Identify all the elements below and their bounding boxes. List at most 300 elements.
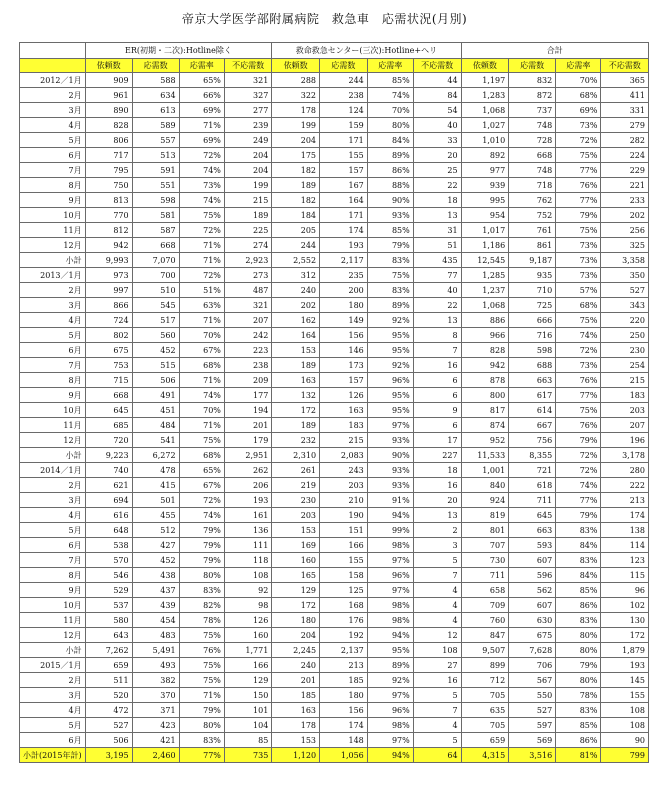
table-row (20, 478, 649, 493)
table-cell: 506 (85, 733, 132, 748)
table-cell: 33 (413, 133, 461, 148)
table-cell: 80% (556, 643, 601, 658)
table-cell: 153 (272, 523, 320, 538)
table-cell: 2,552 (272, 253, 320, 268)
table-cell: 8,355 (509, 448, 556, 463)
table-cell: 77% (556, 193, 601, 208)
row-label: 5月 (20, 523, 86, 538)
table-cell: 580 (85, 613, 132, 628)
table-row (20, 193, 649, 208)
table-cell: 180 (320, 298, 368, 313)
table-cell: 189 (272, 418, 320, 433)
table-cell: 452 (132, 343, 179, 358)
table-cell: 312 (272, 268, 320, 283)
table-cell: 114 (601, 538, 649, 553)
table-cell: 221 (601, 178, 649, 193)
table-cell: 80% (179, 718, 224, 733)
table-cell: 163 (272, 703, 320, 718)
table-cell: 724 (85, 313, 132, 328)
table-cell: 92% (367, 673, 413, 688)
table-row (20, 298, 649, 313)
table-row (20, 658, 649, 673)
table-cell: 735 (224, 748, 271, 763)
table-cell: 189 (224, 208, 271, 223)
table-cell: 694 (85, 493, 132, 508)
table-cell: 92% (367, 358, 413, 373)
table-cell: 685 (85, 418, 132, 433)
table-cell: 73% (556, 268, 601, 283)
table-cell: 44 (413, 73, 461, 88)
table-cell: 91% (367, 493, 413, 508)
table-cell: 710 (509, 283, 556, 298)
table-cell: 65% (179, 463, 224, 478)
table-cell: 235 (320, 268, 368, 283)
table-cell: 178 (272, 103, 320, 118)
table-cell: 76% (556, 178, 601, 193)
row-label: 小計 (20, 253, 86, 268)
table-cell: 427 (132, 538, 179, 553)
table-cell: 79% (556, 508, 601, 523)
table-cell: 97% (367, 733, 413, 748)
group-header-er: ER(初期・二次):Hotline除く (85, 43, 272, 59)
table-cell: 705 (461, 718, 509, 733)
table-cell: 90% (367, 193, 413, 208)
table-cell: 209 (224, 373, 271, 388)
row-label: 5月 (20, 133, 86, 148)
table-cell: 183 (320, 418, 368, 433)
column-header: 不応需数 (601, 59, 649, 73)
table-row (20, 178, 649, 193)
table-cell: 73% (556, 118, 601, 133)
table-cell: 108 (601, 718, 649, 733)
table-cell: 84% (556, 538, 601, 553)
table-cell: 70% (179, 328, 224, 343)
row-label: 9月 (20, 388, 86, 403)
table-cell: 136 (224, 523, 271, 538)
table-cell: 76% (556, 373, 601, 388)
table-cell: 79% (179, 553, 224, 568)
table-cell: 1,771 (224, 643, 271, 658)
table-cell: 238 (224, 358, 271, 373)
table-cell: 98 (224, 598, 271, 613)
table-cell: 194 (224, 403, 271, 418)
table-cell: 16 (413, 673, 461, 688)
table-cell: 9,507 (461, 643, 509, 658)
row-label: 2月 (20, 478, 86, 493)
table-cell: 635 (461, 703, 509, 718)
table-cell: 1,027 (461, 118, 509, 133)
row-label: 8月 (20, 373, 86, 388)
table-cell: 222 (601, 478, 649, 493)
table-cell: 659 (85, 658, 132, 673)
table-row (20, 208, 649, 223)
table-cell: 491 (132, 388, 179, 403)
table-cell: 72% (556, 133, 601, 148)
table-cell: 72% (179, 493, 224, 508)
table-cell: 1,068 (461, 103, 509, 118)
table-cell: 173 (320, 358, 368, 373)
table-cell: 892 (461, 148, 509, 163)
table-cell: 244 (320, 73, 368, 88)
table-cell: 31 (413, 223, 461, 238)
table-cell: 668 (509, 148, 556, 163)
table-cell: 146 (320, 343, 368, 358)
column-header: 依頼数 (461, 59, 509, 73)
subtotal-row (20, 448, 649, 463)
table-row (20, 313, 649, 328)
table-cell: 203 (272, 508, 320, 523)
table-row (20, 163, 649, 178)
table-cell: 73% (556, 238, 601, 253)
table-cell: 382 (132, 673, 179, 688)
table-cell: 151 (320, 523, 368, 538)
group-header-total: 合計 (461, 43, 648, 59)
table-cell: 126 (224, 613, 271, 628)
table-cell: 79% (556, 658, 601, 673)
table-cell: 177 (224, 388, 271, 403)
table-cell: 365 (601, 73, 649, 88)
table-row (20, 688, 649, 703)
table-cell: 6 (413, 373, 461, 388)
table-row (20, 343, 649, 358)
table-cell: 51 (413, 238, 461, 253)
table-cell: 630 (509, 613, 556, 628)
row-label: 8月 (20, 178, 86, 193)
table-cell: 1,001 (461, 463, 509, 478)
table-cell: 591 (132, 163, 179, 178)
table-cell: 160 (224, 628, 271, 643)
table-cell: 238 (320, 88, 368, 103)
table-cell: 520 (85, 688, 132, 703)
table-cell: 239 (224, 118, 271, 133)
table-row (20, 433, 649, 448)
table-cell: 587 (132, 223, 179, 238)
table-cell: 83% (556, 703, 601, 718)
table-cell: 437 (132, 583, 179, 598)
row-label: 6月 (20, 343, 86, 358)
table-cell: 262 (224, 463, 271, 478)
table-cell: 645 (509, 508, 556, 523)
table-cell: 98% (367, 598, 413, 613)
table-cell: 343 (601, 298, 649, 313)
table-cell: 83% (179, 733, 224, 748)
table-cell: 675 (509, 628, 556, 643)
table-row (20, 613, 649, 628)
table-cell: 68% (179, 358, 224, 373)
table-cell: 12,545 (461, 253, 509, 268)
table-cell: 567 (509, 673, 556, 688)
table-cell: 720 (85, 433, 132, 448)
table-cell: 538 (85, 538, 132, 553)
table-cell: 171 (320, 133, 368, 148)
table-cell: 83% (367, 253, 413, 268)
table-cell: 155 (320, 148, 368, 163)
table-cell: 2,951 (224, 448, 271, 463)
table-cell: 952 (461, 433, 509, 448)
row-label: 6月 (20, 733, 86, 748)
table-cell: 435 (413, 253, 461, 268)
table-cell: 79% (367, 238, 413, 253)
table-cell: 180 (320, 688, 368, 703)
table-cell: 145 (601, 673, 649, 688)
row-label: 12月 (20, 238, 86, 253)
table-row (20, 718, 649, 733)
table-cell: 85% (556, 583, 601, 598)
table-cell: 511 (85, 673, 132, 688)
table-cell: 204 (224, 163, 271, 178)
response-status-table (19, 42, 649, 763)
table-cell: 97% (367, 553, 413, 568)
table-cell: 69% (179, 103, 224, 118)
row-label: 小計 (20, 643, 86, 658)
corner-cell (20, 43, 86, 59)
table-cell: 240 (272, 283, 320, 298)
table-cell: 148 (320, 733, 368, 748)
table-cell: 370 (132, 688, 179, 703)
table-cell: 90% (367, 448, 413, 463)
table-cell: 546 (85, 568, 132, 583)
table-cell: 668 (85, 388, 132, 403)
table-cell: 98% (367, 613, 413, 628)
table-cell: 666 (509, 313, 556, 328)
table-cell: 322 (272, 88, 320, 103)
column-header: 応需数 (320, 59, 368, 73)
final-total-row (20, 748, 649, 763)
table-cell: 71% (179, 688, 224, 703)
table-cell: 753 (85, 358, 132, 373)
table-cell: 78% (556, 688, 601, 703)
column-header: 不応需数 (224, 59, 271, 73)
table-cell: 159 (320, 118, 368, 133)
table-cell: 617 (509, 388, 556, 403)
table-cell: 163 (320, 403, 368, 418)
row-label: 3月 (20, 298, 86, 313)
table-cell: 872 (509, 88, 556, 103)
table-cell: 174 (601, 508, 649, 523)
table-cell: 224 (601, 148, 649, 163)
table-cell: 3,516 (509, 748, 556, 763)
table-cell: 153 (272, 343, 320, 358)
table-cell: 89% (367, 298, 413, 313)
row-label: 9月 (20, 583, 86, 598)
table-cell: 2,460 (132, 748, 179, 763)
table-cell: 40 (413, 283, 461, 298)
row-label: 4月 (20, 313, 86, 328)
table-cell: 2,310 (272, 448, 320, 463)
table-cell: 9,223 (85, 448, 132, 463)
table-cell: 69% (556, 103, 601, 118)
table-cell: 230 (601, 343, 649, 358)
row-label: 12月 (20, 433, 86, 448)
table-cell: 562 (509, 583, 556, 598)
table-cell: 557 (132, 133, 179, 148)
column-header: 依頼数 (272, 59, 320, 73)
table-cell: 752 (509, 208, 556, 223)
table-cell: 331 (601, 103, 649, 118)
table-cell: 545 (132, 298, 179, 313)
table-cell: 167 (320, 178, 368, 193)
table-cell: 659 (461, 733, 509, 748)
table-cell: 75% (179, 433, 224, 448)
table-cell: 80% (556, 673, 601, 688)
table-cell: 819 (461, 508, 509, 523)
table-cell: 663 (509, 373, 556, 388)
table-cell: 350 (601, 268, 649, 283)
table-cell: 250 (601, 328, 649, 343)
column-header: 応需数 (509, 59, 556, 73)
table-cell: 1,010 (461, 133, 509, 148)
row-label: 小計(2015年計) (20, 748, 86, 763)
column-header-row (20, 59, 649, 73)
table-cell: 288 (272, 73, 320, 88)
row-label: 6月 (20, 538, 86, 553)
table-cell: 924 (461, 493, 509, 508)
table-cell: 94% (367, 748, 413, 763)
table-cell: 874 (461, 418, 509, 433)
table-cell: 18 (413, 193, 461, 208)
table-cell: 115 (601, 568, 649, 583)
table-cell: 325 (601, 238, 649, 253)
table-cell: 210 (320, 493, 368, 508)
row-label: 11月 (20, 613, 86, 628)
table-cell: 760 (461, 613, 509, 628)
table-cell: 158 (320, 568, 368, 583)
table-cell: 79% (556, 208, 601, 223)
table-cell: 607 (509, 598, 556, 613)
table-cell: 4,315 (461, 748, 509, 763)
table-cell: 77% (556, 493, 601, 508)
table-cell: 94% (367, 628, 413, 643)
table-cell: 618 (509, 478, 556, 493)
table-cell: 213 (320, 658, 368, 673)
table-row (20, 553, 649, 568)
table-cell: 25 (413, 163, 461, 178)
table-cell: 172 (272, 598, 320, 613)
table-cell: 164 (272, 328, 320, 343)
table-cell: 94% (367, 508, 413, 523)
table-cell: 613 (132, 103, 179, 118)
table-cell: 551 (132, 178, 179, 193)
table-cell: 85% (367, 73, 413, 88)
table-row (20, 508, 649, 523)
table-row (20, 568, 649, 583)
table-cell: 527 (85, 718, 132, 733)
table-cell: 707 (461, 538, 509, 553)
table-cell: 718 (509, 178, 556, 193)
table-cell: 22 (413, 298, 461, 313)
table-cell: 75% (556, 223, 601, 238)
table-cell: 71% (179, 418, 224, 433)
table-cell: 193 (320, 238, 368, 253)
table-row (20, 523, 649, 538)
table-cell: 20 (413, 493, 461, 508)
table-cell: 155 (320, 553, 368, 568)
table-cell: 185 (320, 673, 368, 688)
table-cell: 230 (272, 493, 320, 508)
table-cell: 178 (272, 718, 320, 733)
table-cell: 715 (85, 373, 132, 388)
table-cell: 163 (272, 373, 320, 388)
table-cell: 108 (601, 703, 649, 718)
row-label: 9月 (20, 193, 86, 208)
table-cell: 725 (509, 298, 556, 313)
table-cell: 371 (132, 703, 179, 718)
table-cell: 806 (85, 133, 132, 148)
table-cell: 560 (132, 328, 179, 343)
table-cell: 96% (367, 703, 413, 718)
table-cell: 69% (179, 133, 224, 148)
table-cell: 84% (367, 133, 413, 148)
table-cell: 71% (179, 238, 224, 253)
table-cell: 581 (132, 208, 179, 223)
table-cell: 76% (179, 643, 224, 658)
table-cell: 80% (179, 568, 224, 583)
table-cell: 70% (556, 73, 601, 88)
row-label: 10月 (20, 598, 86, 613)
table-cell: 232 (272, 433, 320, 448)
table-cell: 799 (601, 748, 649, 763)
table-cell: 4 (413, 583, 461, 598)
table-cell: 7,262 (85, 643, 132, 658)
row-label: 7月 (20, 163, 86, 178)
table-cell: 72% (179, 148, 224, 163)
table-cell: 966 (461, 328, 509, 343)
table-cell: 899 (461, 658, 509, 673)
column-header-blank (20, 59, 86, 73)
table-cell: 171 (320, 208, 368, 223)
table-cell: 67% (179, 343, 224, 358)
table-row (20, 463, 649, 478)
table-cell: 1,197 (461, 73, 509, 88)
table-cell: 76% (556, 418, 601, 433)
table-cell: 84% (556, 568, 601, 583)
table-cell: 193 (601, 658, 649, 673)
table-cell: 108 (413, 643, 461, 658)
table-cell: 174 (320, 223, 368, 238)
table-row (20, 223, 649, 238)
table-cell: 541 (132, 433, 179, 448)
table-cell: 439 (132, 598, 179, 613)
table-cell: 74% (179, 163, 224, 178)
table-cell: 93% (367, 478, 413, 493)
row-label: 4月 (20, 508, 86, 523)
table-cell: 1,879 (601, 643, 649, 658)
table-cell: 828 (85, 118, 132, 133)
table-cell: 220 (601, 313, 649, 328)
table-row (20, 328, 649, 343)
row-label: 12月 (20, 628, 86, 643)
table-cell: 939 (461, 178, 509, 193)
table-cell: 1,237 (461, 283, 509, 298)
row-label: 5月 (20, 718, 86, 733)
table-cell: 22 (413, 178, 461, 193)
group-header-row (20, 43, 649, 59)
table-cell: 244 (272, 238, 320, 253)
column-header: 不応需数 (413, 59, 461, 73)
table-cell: 215 (224, 193, 271, 208)
table-cell: 455 (132, 508, 179, 523)
row-label: 2012／1月 (20, 73, 86, 88)
table-cell: 155 (601, 688, 649, 703)
table-cell: 227 (413, 448, 461, 463)
table-cell: 64 (413, 748, 461, 763)
table-cell: 256 (601, 223, 649, 238)
table-cell: 85 (224, 733, 271, 748)
table-cell: 1,285 (461, 268, 509, 283)
table-row (20, 238, 649, 253)
table-body (20, 43, 649, 763)
table-cell: 2,245 (272, 643, 320, 658)
